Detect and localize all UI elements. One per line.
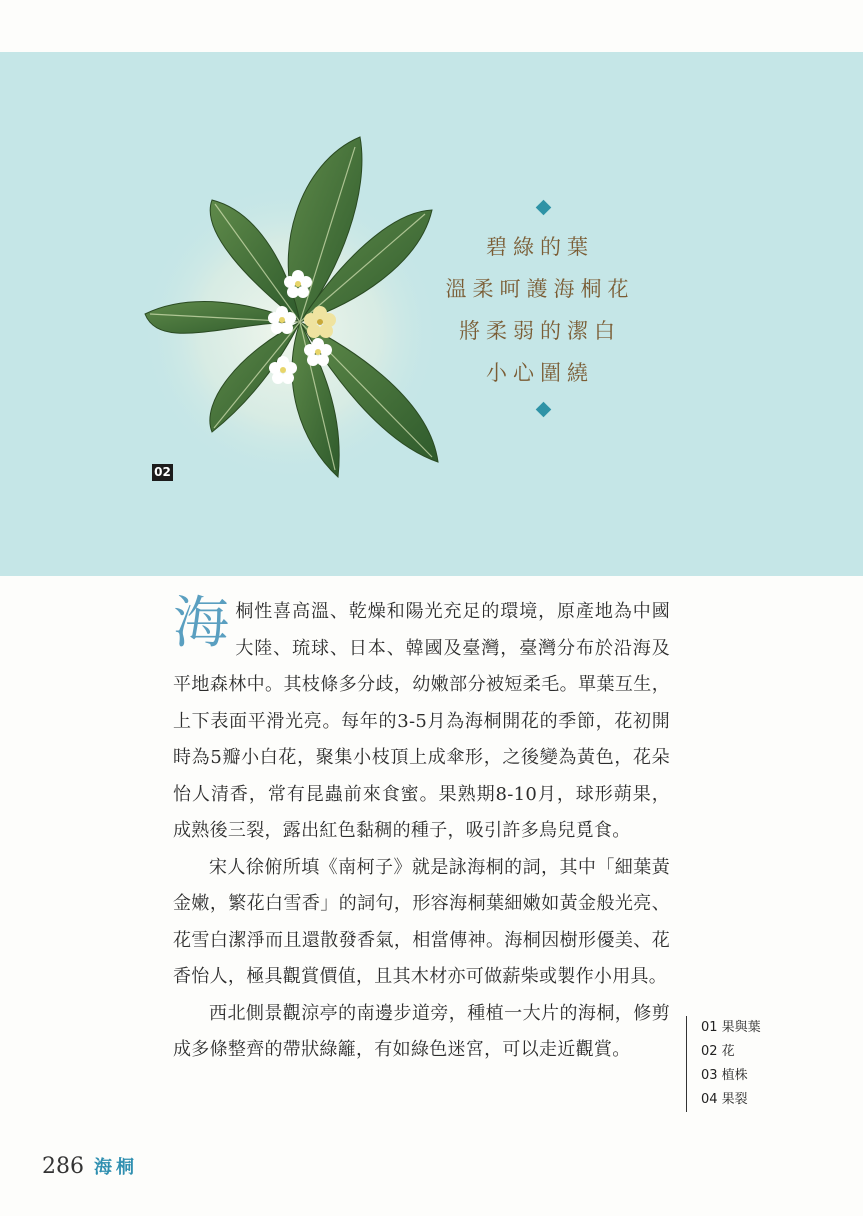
paragraph-1 xyxy=(173,591,670,850)
caption-item: 01 果與葉 xyxy=(701,1020,761,1035)
poem-line: 溫柔呵護海桐花 xyxy=(445,277,635,301)
page-footer xyxy=(42,1153,138,1183)
poem-line: 碧綠的葉 xyxy=(486,235,594,259)
paragraph-1-text: 桐性喜高溫、乾燥和陽光充足的環境，原產地為中國大陸、琉球、日本、韓國及臺灣，臺灣分布於沿海及平地森林中。其枝條多分歧，幼嫩部分被短柔毛。單葉互生，上下表面平滑光亮。每年的3-5月為海桐開花的季節，花初開時為5瓣小白花，聚集小枝頂上成傘形，之後變為黃色，花朵怡人清香，常有昆蟲前來食蜜。果熟期8-10月，球形蒴果，成熟後三裂，露出紅色黏稠的種子，吸引許多鳥兒覓食。 xyxy=(173,601,670,841)
poem-line: 小心圍繞 xyxy=(486,361,594,385)
caption-item: 02 花 xyxy=(701,1044,735,1059)
poem xyxy=(430,226,650,394)
paragraph-2: 宋人徐俯所填《南柯子》就是詠海桐的詞，其中「細葉黃金嫩，繁花白雪香」的詞句，形容海桐葉細嫩如黃金般光亮、花雪白潔淨而且還散發香氣，相當傳神。海桐因樹形優美、花香怡人，極具觀賞價值，且其木材亦可做薪柴或製作小用具。 xyxy=(173,856,670,987)
drop-cap: 海 xyxy=(173,591,230,656)
page-number: 286 xyxy=(42,1154,84,1179)
paragraph-3: 西北側景觀涼亭的南邊步道旁，種植一大片的海桐，修剪成多條整齊的帶狀綠籬，有如綠色迷宮，可以走近觀賞。 xyxy=(173,1002,670,1060)
poem-line: 將柔弱的潔白 xyxy=(459,319,621,343)
section-title: 海桐 xyxy=(94,1157,138,1178)
article-body xyxy=(173,591,670,1069)
photo-number-label: 02 xyxy=(152,464,173,481)
photo-captions xyxy=(686,1016,761,1112)
caption-item: 04 果裂 xyxy=(701,1092,748,1107)
caption-item: 03 植株 xyxy=(701,1068,748,1083)
